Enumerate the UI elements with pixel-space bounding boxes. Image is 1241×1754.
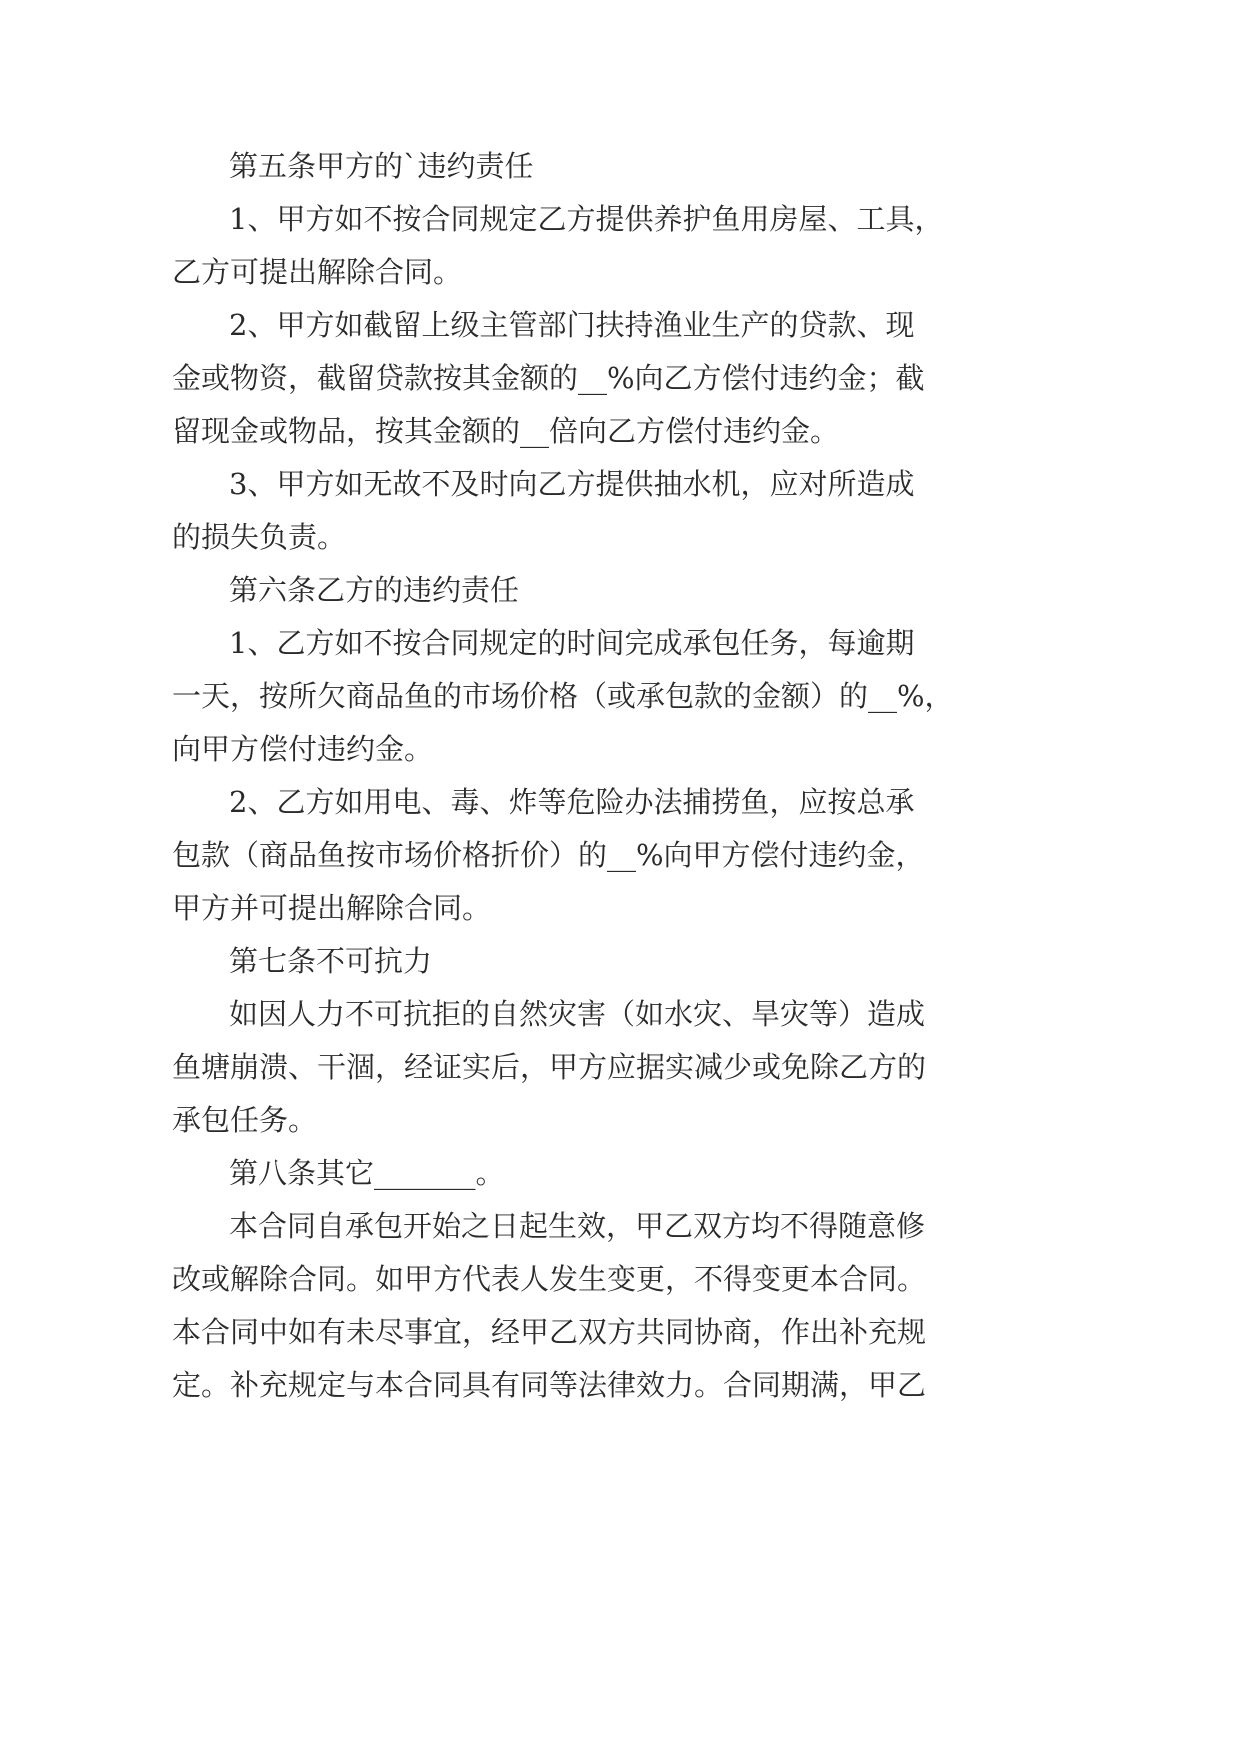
article-6-clause-1-line-1: 1、乙方如不按合同规定的时间完成承包任务，每逾期 [229,626,915,660]
article-7-body-line-2: 鱼塘崩溃、干涸，经证实后，甲方应据实减少或免除乙方的 [172,1050,927,1084]
closing-paragraph-line-1: 本合同自承包开始之日起生效，甲乙双方均不得随意修 [229,1209,926,1243]
article-5-clause-3-line-1: 3、甲方如无故不及时向乙方提供抽水机，应对所造成 [229,467,915,501]
article-7-heading: 第七条不可抗力 [229,944,433,978]
article-6-heading: 第六条乙方的违约责任 [229,573,520,607]
closing-paragraph-line-2: 改或解除合同。如甲方代表人发生变更，不得变更本合同。 [172,1262,927,1296]
article-6-clause-2-line-3: 甲方并可提出解除合同。 [172,891,492,925]
article-5-clause-3-line-2: 的损失负责。 [172,520,347,554]
article-6-clause-1-line-2: 一天，按所欠商品鱼的市场价格（或承包款的金额）的__%， [172,679,954,713]
article-7-body-line-3: 承包任务。 [172,1103,318,1137]
closing-paragraph-line-4: 定。补充规定与本合同具有同等法律效力。合同期满，甲乙 [172,1368,927,1402]
article-8-heading: 第八条其它_______。 [229,1156,505,1190]
article-5-clause-2-line-2: 金或物资，截留贷款按其金额的__%向乙方偿付违约金；截 [172,361,925,395]
article-7-body-line-1: 如因人力不可抗拒的自然灾害（如水灾、旱灾等）造成 [229,997,926,1031]
article-5-clause-2-line-1: 2、甲方如截留上级主管部门扶持渔业生产的贷款、现 [229,308,915,342]
article-5-heading: 第五条甲方的`违约责任 [229,149,534,183]
article-5-clause-2-line-3: 留现金或物品，按其金额的__倍向乙方偿付违约金。 [172,414,840,448]
article-6-clause-2-line-1: 2、乙方如用电、毒、炸等危险办法捕捞鱼，应按总承 [229,785,915,819]
article-5-clause-1-line-2: 乙方可提出解除合同。 [172,255,463,289]
article-5-clause-1-line-1: 1、甲方如不按合同规定乙方提供养护鱼用房屋、工具， [229,202,944,236]
closing-paragraph-line-3: 本合同中如有未尽事宜，经甲乙双方共同协商，作出补充规 [172,1315,927,1349]
article-6-clause-1-line-3: 向甲方偿付违约金。 [172,732,434,766]
article-6-clause-2-line-2: 包款（商品鱼按市场价格折价）的__%向甲方偿付违约金， [172,838,925,872]
